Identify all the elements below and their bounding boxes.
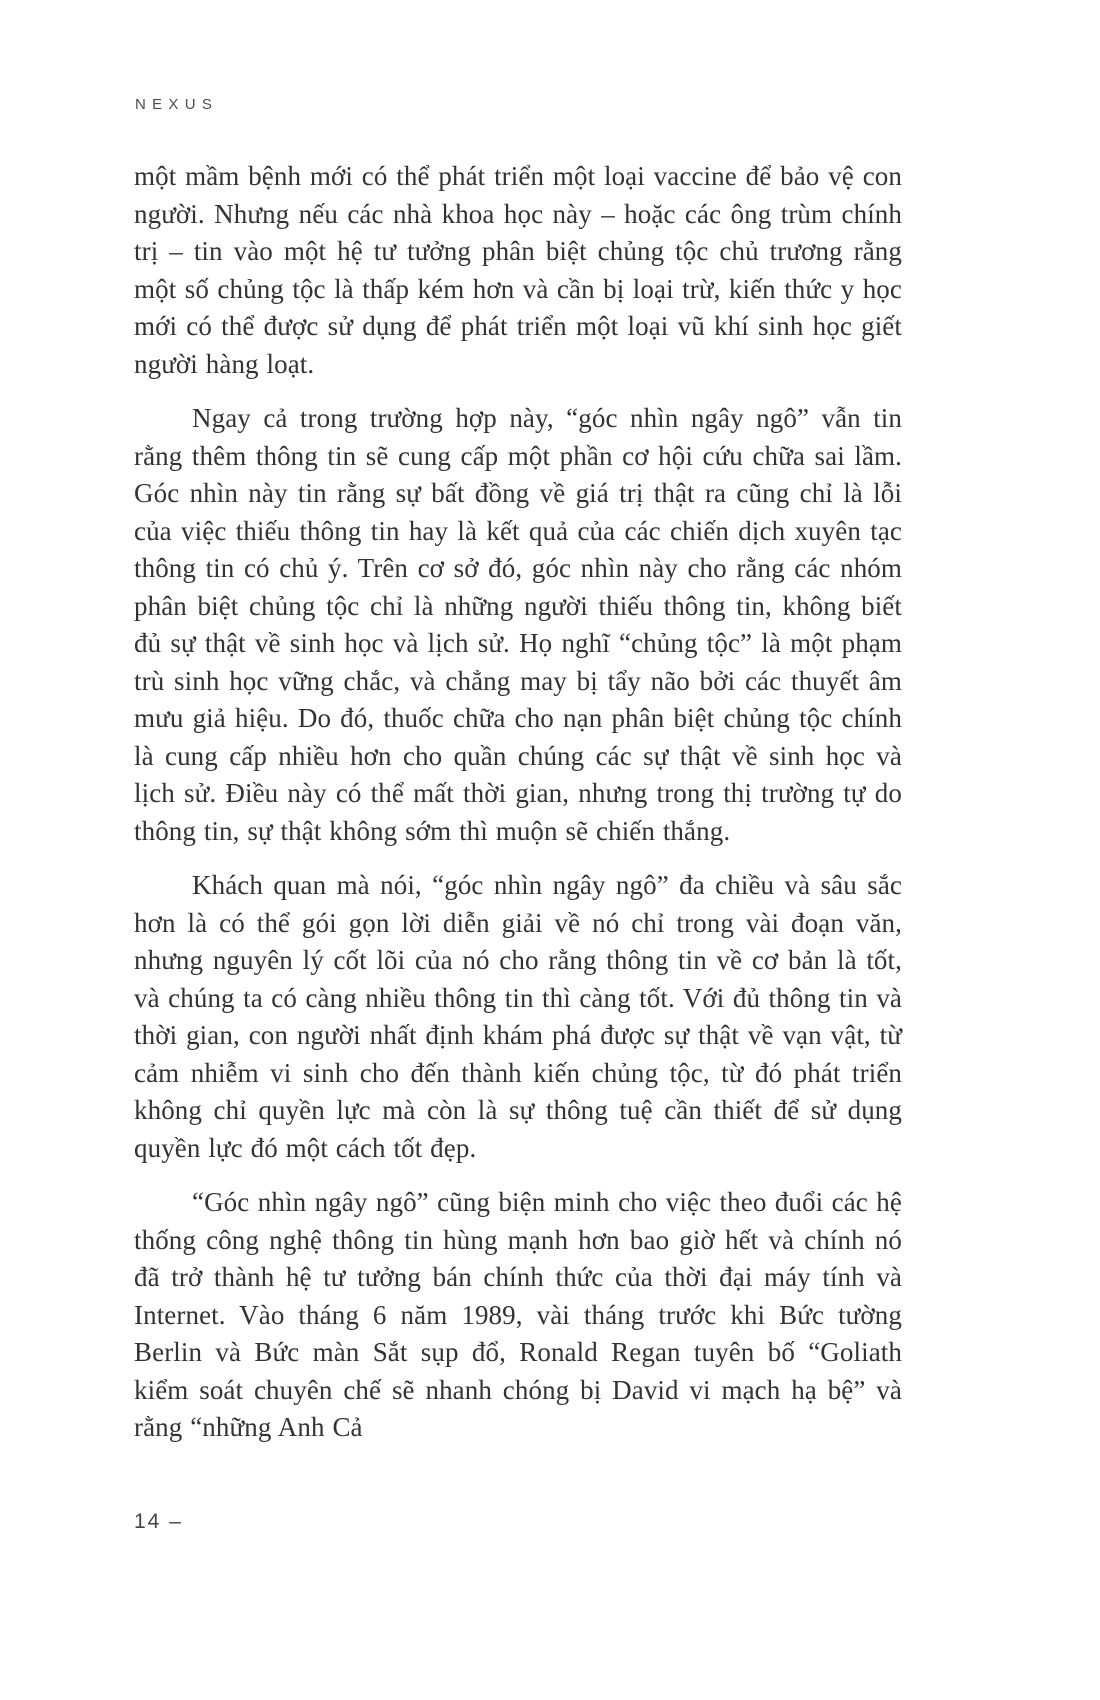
paragraph: Khách quan mà nói, “góc nhìn ngây ngô” đa chiều và sâu sắc hơn là có thể gói gọn lời diễn giải về nó chỉ trong vài đoạn văn, nhưng nguyên lý cốt lõi của nó cho rằng thông tin về cơ bản là tốt, và chúng ta có càng nhiều thông tin thì càng tốt. Với đủ thông tin và thời gian, con người nhất định khám phá được sự thật về vạn vật, từ cảm nhiễm vi sinh cho đến thành kiến chủng tộc, từ đó phát triển không chỉ quyền lực mà còn là sự thông tuệ cần thiết để sử dụng quyền lực đó một cách tốt đẹp.	[134, 870, 902, 1163]
paragraph: “Góc nhìn ngây ngô” cũng biện minh cho việc theo đuổi các hệ thống công nghệ thông tin hùng mạnh hơn bao giờ hết và chính nó đã trở thành hệ tư tưởng bán chính thức của thời đại máy tính và Internet. Vào tháng 6 năm 1989, vài tháng trước khi Bức tường Berlin và Bức màn Sắt sụp đổ, Ronald Regan tuyên bố “Goliath kiểm soát chuyên chế sẽ nhanh chóng bị David vi mạch hạ bệ” và rằng “những Anh Cả	[134, 1187, 902, 1442]
body-text	[134, 158, 902, 1464]
running-header: NEXUS	[135, 96, 219, 113]
page-number: 14 –	[134, 1510, 183, 1533]
paragraph: Ngay cả trong trường hợp này, “góc nhìn ngây ngô” vẫn tin rằng thêm thông tin sẽ cung cấp một phần cơ hội cứu chữa sai lầm. Góc nhìn này tin rằng sự bất đồng về giá trị thật ra cũng chỉ là lỗi của việc thiếu thông tin hay là kết quả của các chiến dịch xuyên tạc thông tin có chủ ý. Trên cơ sở đó, góc nhìn này cho rằng các nhóm phân biệt chủng tộc chỉ là những người thiếu thông tin, không biết đủ sự thật về sinh học và lịch sử. Họ nghĩ “chủng tộc” là một phạm trù sinh học vững chắc, và chẳng may bị tẩy não bởi các thuyết âm mưu giả hiệu. Do đó, thuốc chữa cho nạn phân biệt chủng tộc chính là cung cấp nhiều hơn cho quần chúng các sự thật về sinh học và lịch sử. Điều này có thể mất thời gian, nhưng trong thị trường tự do thông tin, sự thật không sớm thì muộn sẽ chiến thắng.	[134, 403, 902, 846]
paragraph: một mầm bệnh mới có thể phát triển một loại vaccine để bảo vệ con người. Nhưng nếu các nhà khoa học này – hoặc các ông trùm chính trị – tin vào một hệ tư tưởng phân biệt chủng tộc chủ trương rằng một số chủng tộc là thấp kém hơn và cần bị loại trừ, kiến thức y học mới có thể được sử dụng để phát triển một loại vũ khí sinh học giết người hàng loạt.	[134, 161, 902, 379]
